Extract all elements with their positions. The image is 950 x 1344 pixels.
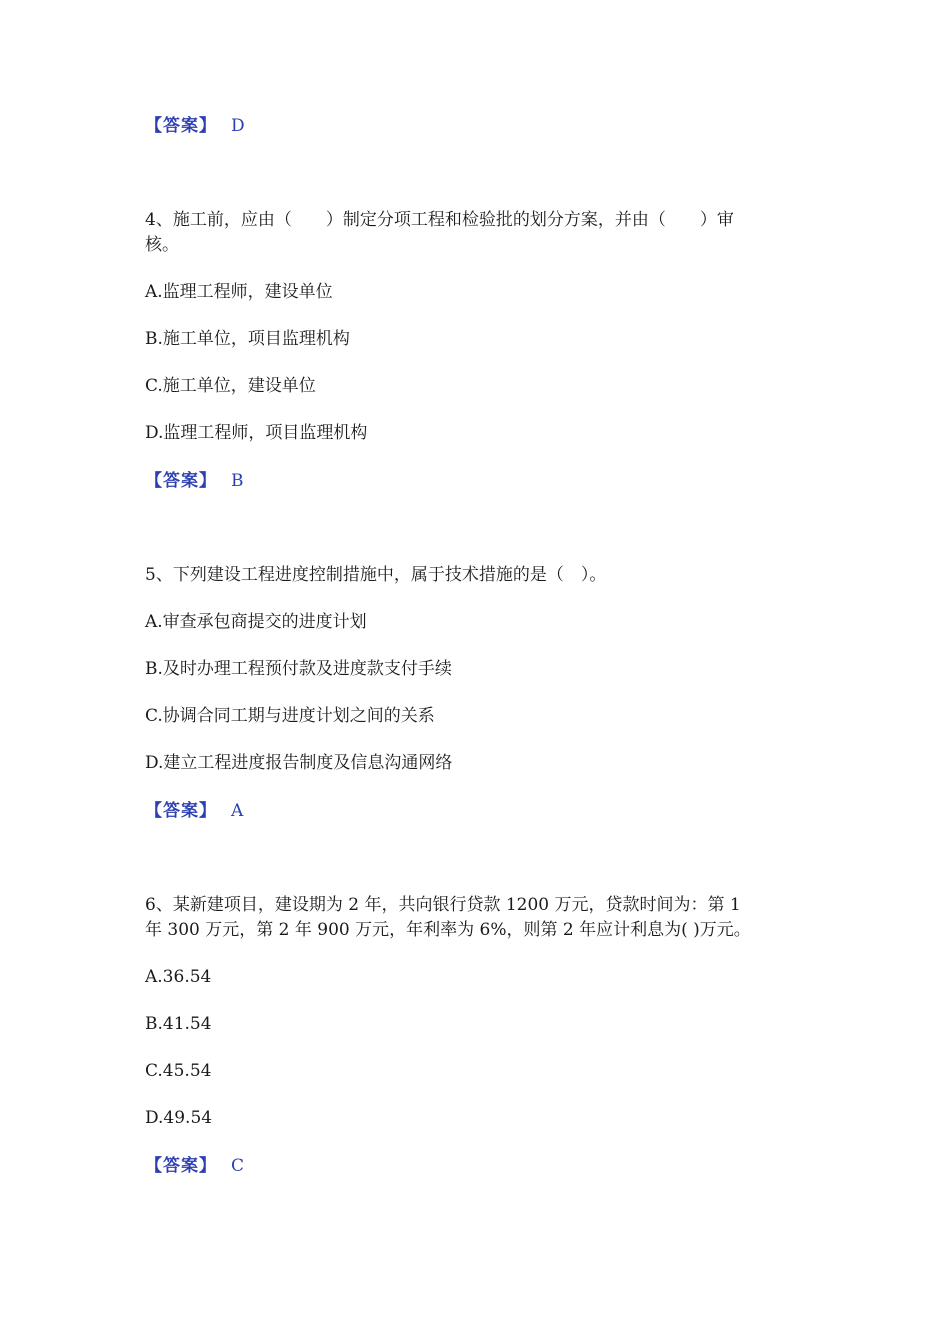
answer-value: C bbox=[231, 1156, 245, 1176]
question-4-option-a: A.监理工程师，建设单位 bbox=[145, 282, 333, 302]
question-6-option-a: A.36.54 bbox=[145, 967, 212, 987]
answer-q4 bbox=[145, 469, 244, 493]
question-6-stem-line-2: 年 300 万元，第 2 年 900 万元，年利率为 6%，则第 2 年应计利息为( )万元。 bbox=[145, 920, 751, 940]
question-4-stem-line-1: 4、施工前，应由（ ）制定分项工程和检验批的划分方案，并由（ ）审 bbox=[145, 210, 734, 230]
answer-value: A bbox=[231, 801, 244, 821]
question-6-stem-line-1: 6、某新建项目，建设期为 2 年，共向银行贷款 1200 万元，贷款时间为：第 1 bbox=[145, 895, 741, 915]
answer-q6 bbox=[145, 1154, 244, 1178]
question-5-option-a: A.审查承包商提交的进度计划 bbox=[145, 612, 367, 632]
question-5-option-c: C.协调合同工期与进度计划之间的关系 bbox=[145, 706, 435, 726]
answer-value: B bbox=[231, 471, 244, 491]
answer-q5 bbox=[145, 799, 243, 823]
question-4-option-b: B.施工单位，项目监理机构 bbox=[145, 329, 350, 349]
answer-label: 【答案】 bbox=[145, 801, 217, 821]
question-4-option-c: C.施工单位，建设单位 bbox=[145, 376, 316, 396]
answer-value: D bbox=[231, 116, 245, 136]
question-6-option-d: D.49.54 bbox=[145, 1108, 213, 1128]
answer-label: 【答案】 bbox=[145, 116, 217, 136]
answer-label: 【答案】 bbox=[145, 471, 217, 491]
question-5-stem-line-1: 5、下列建设工程进度控制措施中，属于技术措施的是（ ）。 bbox=[145, 565, 607, 585]
question-5-option-b: B.及时办理工程预付款及进度款支付手续 bbox=[145, 659, 452, 679]
question-4-option-d: D.监理工程师，项目监理机构 bbox=[145, 423, 368, 443]
question-6-option-b: B.41.54 bbox=[145, 1014, 212, 1034]
question-6-option-c: C.45.54 bbox=[145, 1061, 212, 1081]
question-5-option-d: D.建立工程进度报告制度及信息沟通网络 bbox=[145, 753, 453, 773]
question-4-stem-line-2: 核。 bbox=[145, 235, 179, 255]
answer-q3 bbox=[145, 114, 245, 138]
answer-label: 【答案】 bbox=[145, 1156, 217, 1176]
